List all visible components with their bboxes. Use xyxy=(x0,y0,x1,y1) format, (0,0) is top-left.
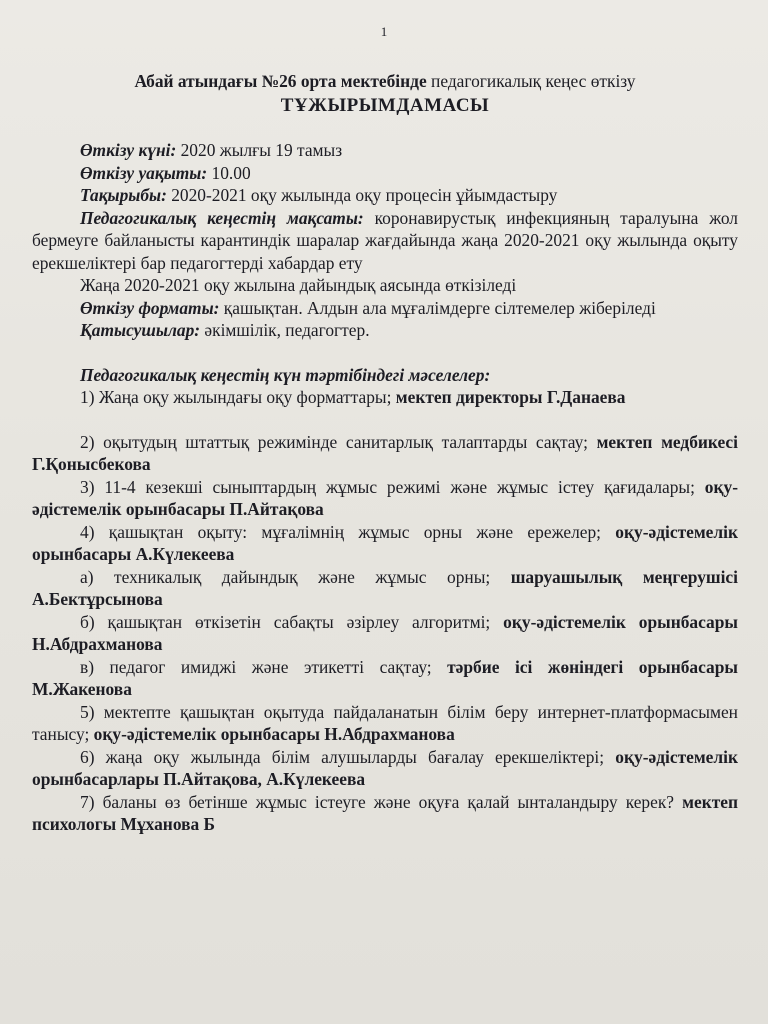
agenda-item-text: 6) жаңа оқу жылында білім алушыларды бағалау ерекшеліктері; xyxy=(80,746,616,767)
agenda-item-text: б) қашықтан өткізетін сабақты әзірлеу алгоритмі; xyxy=(80,611,504,632)
info-date xyxy=(32,139,738,162)
agenda-item xyxy=(32,656,738,701)
goal-value: коронавирустық инфекцияның таралуына жол бермеуге байланысты карантиндік шаралар жағдайында жаңа 2020-2021 оқу жылында оқыту ерекшеліктері бар педагогтерді хабардар ету xyxy=(32,207,738,273)
participants-value: әкімшілік, педагогтер. xyxy=(200,320,370,340)
agenda-item-text: 5) мектепте қашықтан оқытуда пайдаланатын білім беру интернет-платформасымен танысу; xyxy=(32,701,738,744)
document-subtitle: ТҰЖЫРЫМДАМАСЫ xyxy=(280,94,490,116)
spacer xyxy=(32,409,738,431)
agenda-heading-text: Педагогикалық кеңестің күн тәртібіндегі мәселелер: xyxy=(80,364,491,385)
goal-label: Педагогикалық кеңестің мақсаты: xyxy=(80,207,364,228)
agenda-item-speaker: оқу-әдістемелік орынбасарлары П.Айтақова, А.Күлекеева xyxy=(32,746,738,789)
format-label: Өткізу форматы: xyxy=(80,297,220,318)
agenda-item-text: 2) оқытудың штаттық режимінде санитарлық талаптарды сақтау; xyxy=(80,431,597,452)
agenda-item-speaker: мектеп директоры Г.Данаева xyxy=(395,387,626,407)
topic-label: Тақырыбы: xyxy=(80,185,167,205)
agenda-item-speaker: оқу-әдістемелік орынбасары А.Күлекеева xyxy=(32,521,738,564)
agenda-item-speaker: оқу-әдістемелік орынбасары Н.Абдрахманова xyxy=(32,611,738,654)
agenda-item-speaker: оқу-әдістемелік орынбасары П.Айтақова xyxy=(32,476,738,519)
date-value: 2020 жылғы 19 тамыз xyxy=(176,140,343,160)
agenda-item xyxy=(32,791,738,836)
participants-label: Қатысушылар: xyxy=(80,320,201,340)
agenda-heading xyxy=(32,364,738,387)
info-goal xyxy=(32,207,738,275)
agenda-item xyxy=(32,476,738,521)
date-label: Өткізу күні: xyxy=(80,140,177,160)
topic-value: 2020-2021 оқу жылында оқу процесін ұйымдастыру xyxy=(166,185,558,205)
agenda-item xyxy=(32,701,738,746)
time-label: Өткізу уақыты: xyxy=(80,162,208,183)
agenda-item-speaker: тәрбие ісі жөніндегі орынбасары М.Жакенова xyxy=(32,656,738,699)
agenda-item-speaker: мектеп психологы Мұханова Б xyxy=(32,791,738,834)
format-value: қашықтан. Алдын ала мұғалімдерге сілтемелер жіберіледі xyxy=(219,297,656,318)
info-format xyxy=(32,297,738,320)
agenda-item xyxy=(32,431,738,476)
agenda-item-speaker: оқу-әдістемелік орынбасары Н.Абдрахманова xyxy=(93,724,455,744)
title-school: Абай атындағы №26 орта мектебінде xyxy=(134,71,427,91)
time-value: 10.00 xyxy=(207,162,251,183)
info-time xyxy=(32,162,738,185)
info-held: Жаңа 2020-2021 оқу жылына дайындық аясында өткізіледі xyxy=(80,275,517,295)
document-title xyxy=(32,70,738,93)
info-topic xyxy=(32,184,738,207)
agenda-item-text: 1) Жаңа оқу жылындағы оқу форматтары; xyxy=(80,387,396,407)
agenda-item xyxy=(32,386,738,409)
agenda-item-text: 4) қашықтан оқыту: мұғалімнің жұмыс орны және ережелер; xyxy=(80,521,616,542)
agenda-item-text: а) техникалық дайындық және жұмыс орны; xyxy=(80,566,511,587)
info-participants xyxy=(32,319,738,342)
agenda-item xyxy=(32,521,738,566)
agenda-item-text: 3) 11-4 кезекші сыныптардың жұмыс режимі және жұмыс істеу қағидалары; xyxy=(80,476,705,497)
spacer xyxy=(32,342,738,364)
agenda-item-speaker: шаруашылық меңгерушісі А.Бектұрсынова xyxy=(32,566,738,609)
page-number: 1 xyxy=(380,24,388,39)
agenda-item xyxy=(32,566,738,611)
document-body xyxy=(32,70,738,836)
agenda-item-text: в) педагог имиджі және этикетті сақтау; xyxy=(80,656,448,677)
agenda-item xyxy=(32,611,738,656)
agenda-item-text: 7) баланы өз бетінше жұмыс істеуге және оқуға қалай ынталандыру керек? xyxy=(80,791,683,812)
title-rest: педагогикалық кеңес өткізу xyxy=(426,71,636,91)
agenda-item-speaker: мектеп медбикесі Г.Қонысбекова xyxy=(32,431,738,474)
agenda-item xyxy=(32,746,738,791)
